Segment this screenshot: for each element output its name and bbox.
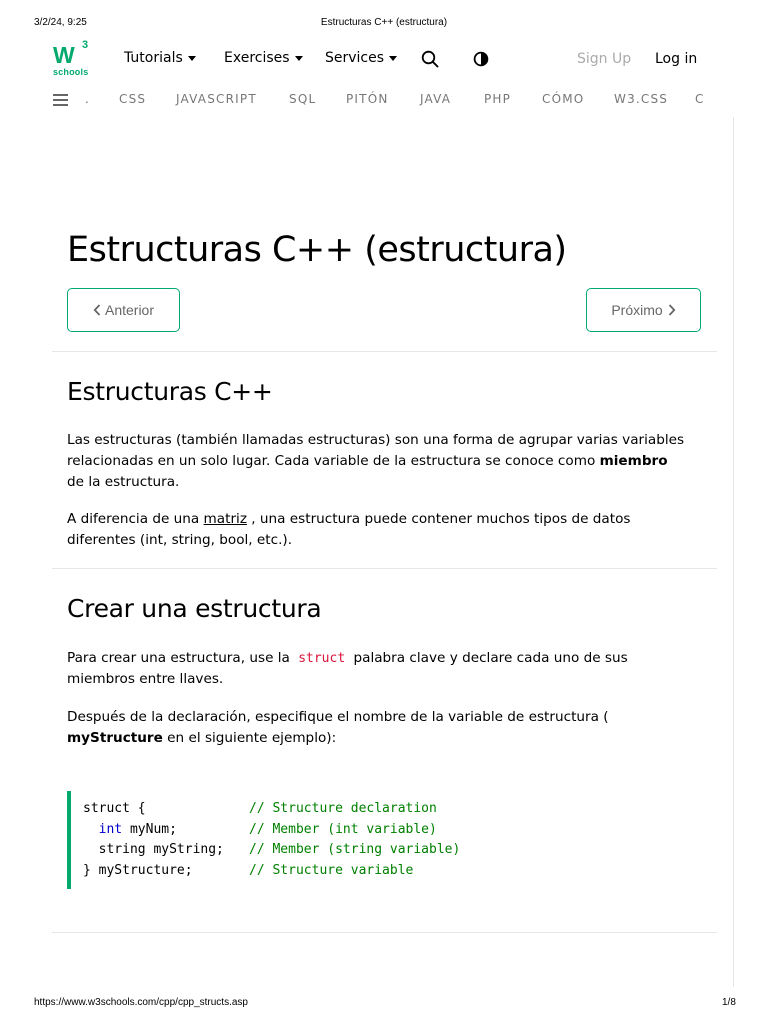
topic-link-java[interactable]: JAVA: [420, 92, 452, 106]
login-link[interactable]: Log in: [655, 51, 698, 67]
print-date: 3/2/24, 9:25: [34, 17, 87, 28]
search-icon[interactable]: [421, 50, 439, 68]
topic-link-css[interactable]: CSS: [119, 92, 147, 106]
code-example: [67, 791, 697, 889]
topic-link-php[interactable]: PHP: [484, 92, 512, 106]
page-title: Estructuras C++ (estructura): [67, 230, 567, 270]
topic-link-python[interactable]: PITÓN: [346, 92, 389, 106]
sidebar-divider: [733, 117, 734, 987]
code-line: } myStructure; // Structure variable: [83, 862, 414, 878]
exercises-menu[interactable]: Exercises: [224, 50, 303, 66]
chevron-left-icon: [93, 304, 101, 316]
print-header: [0, 17, 768, 31]
paragraph: Las estructuras (también llamadas estructuras) son una forma de agrupar varias variables relacionadas en un solo lugar. Cada variable de la estructura se conoce como miembro de la estructura.: [67, 432, 685, 490]
section-heading: Estructuras C++: [67, 377, 273, 406]
code-line: string myString; // Member (string variable): [83, 842, 461, 857]
print-page-number: 1/8: [722, 997, 736, 1008]
caret-down-icon: [188, 56, 196, 61]
inline-code-keyword: struct: [298, 651, 346, 666]
matriz-link[interactable]: matriz: [203, 511, 247, 527]
topic-link-javascript[interactable]: JAVASCRIPT: [176, 92, 257, 106]
contrast-icon[interactable]: [473, 51, 489, 67]
next-button[interactable]: Próximo: [586, 288, 701, 332]
divider: [52, 351, 717, 352]
previous-button[interactable]: Anterior: [67, 288, 180, 332]
section-heading: Crear una estructura: [67, 594, 322, 623]
paragraph: A diferencia de una matriz , una estructura puede contener muchos tipos de datos diferentes (int, string, bool, etc.).: [67, 511, 631, 548]
divider: [52, 932, 717, 933]
tutorials-menu[interactable]: Tutorials: [124, 50, 196, 66]
topic-link-howto[interactable]: CÓMO: [542, 92, 585, 106]
print-url: https://www.w3schools.com/cpp/cpp_structs.asp: [34, 997, 248, 1008]
topic-link-c[interactable]: C: [695, 92, 705, 106]
topic-link-w3css[interactable]: W3.CSS: [614, 92, 669, 106]
paragraph: Después de la declaración, especifique el nombre de la variable de estructura ( myStructure en el siguiente ejemplo):: [67, 709, 609, 746]
paragraph: Para crear una estructura, use la struct palabra clave y declare cada uno de sus miembros entre llaves.: [67, 650, 628, 687]
services-menu[interactable]: Services: [325, 50, 397, 66]
signup-link[interactable]: Sign Up: [577, 51, 632, 67]
caret-down-icon: [389, 56, 397, 61]
topic-link-sql[interactable]: SQL: [289, 92, 317, 106]
menu-icon[interactable]: [53, 94, 68, 106]
code-line: int myNum; // Member (int variable): [98, 821, 437, 837]
caret-down-icon: [295, 56, 303, 61]
topic-link[interactable]: .: [85, 92, 91, 106]
topic-navigation: [0, 91, 768, 111]
chevron-right-icon: [668, 304, 676, 316]
print-title: Estructuras C++ (estructura): [320, 17, 448, 28]
code-line: struct { // Structure declaration: [83, 801, 437, 816]
divider: [52, 568, 717, 569]
top-navigation: [0, 38, 768, 82]
w3schools-logo[interactable]: W 3 schools: [53, 39, 89, 77]
